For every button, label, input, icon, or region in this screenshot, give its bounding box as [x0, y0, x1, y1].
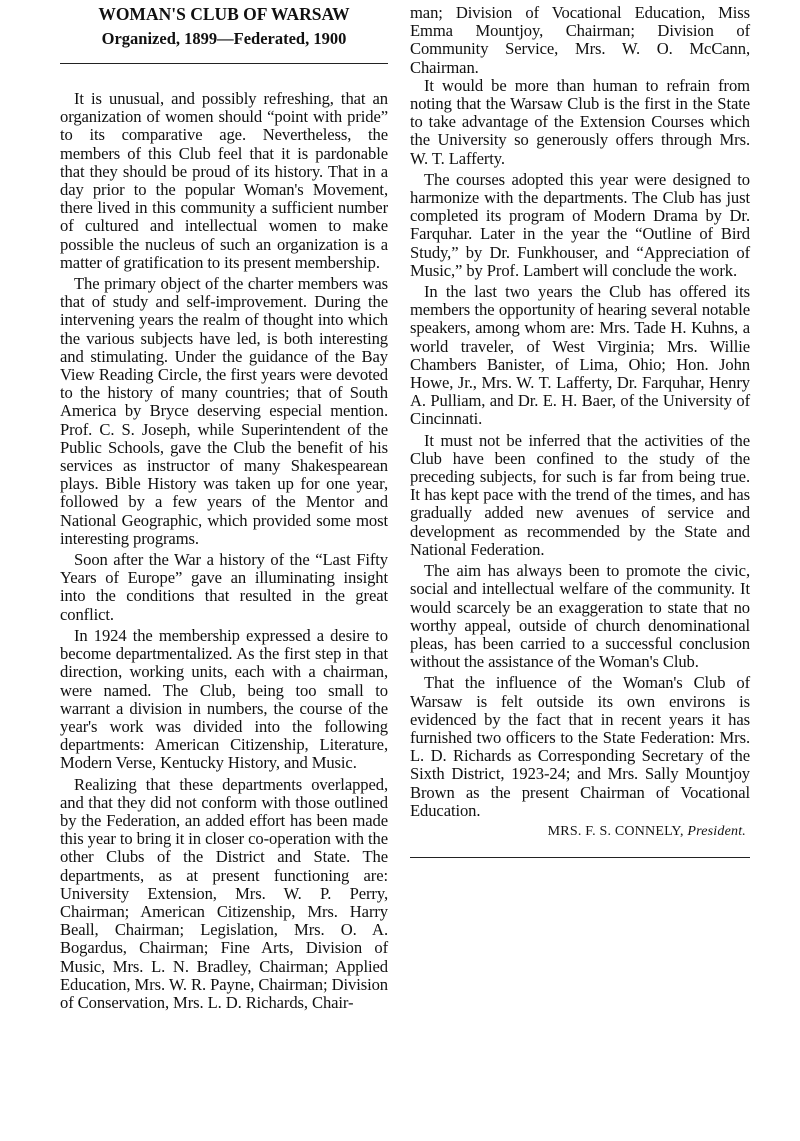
title-rule	[60, 63, 388, 64]
paragraph: It would be more than human to refrain from noting that the Warsaw Club is the first in the State to take advantage of the Extension Courses which the University so generously offers through Mrs. W. T. Lafferty.	[410, 75, 750, 168]
paragraph: It must not be inferred that the activities of the Club have been confined to the study of the preceding subjects, for such is far from being true. It has kept pace with the trend of the times, and has gradually added new avenues of service and development as recommended by the State and National Federation.	[410, 430, 750, 559]
paragraph-continuation: man; Division of Vocational Education, Miss Emma Mountjoy, Chairman; Division of Community Service, Mrs. W. O. McCann, Chairman.	[410, 3, 750, 77]
paragraph: In 1924 the membership expressed a desire to become departmentalized. As the first step in that direction, working units, each with a chairman, were named. The Club, being too small to warrant a division in numbers, the course of the year's work was divided into the following departments: American Citizenship, Literature, Modern Verse, Kentucky History, and Music.	[60, 625, 388, 773]
paragraph: Realizing that these departments overlapped, and that they did not conform with those outlined by the Federation, an added effort has been made this year to bring it in closer co-operation with the other Clubs of the District and State. The departments, as at present functioning are: University Extension, Mrs. W. P. Perry, Chairman; American Citizenship, Mrs. Harry Beall, Chairman; Legislation, Mrs. O. A. Bogardus, Chairman; Fine Arts, Division of Music, Mrs. L. N. Bradley, Chairman; Applied Education, Mrs. W. R. Payne, Chairman; Division of Conservation, Mrs. L. D. Richards, Chair-	[60, 774, 388, 1012]
paragraph: It is unusual, and possibly refreshing, that an organization of women should “point with pride” to its comparative age. Nevertheless, the members of this Club feel that it is pardonable that they should be proud of its history. That in a day prior to the popular Woman's Movement, there lived in this community a sufficient number of cultured and intellectual women to make possible the nucleus of such an organization is a matter of gratification to its present membership.	[60, 89, 388, 272]
paragraph: Soon after the War a history of the “Last Fifty Years of Europe” gave an illuminating insight into the conditions that resulted in the great conflict.	[60, 550, 388, 624]
article-subtitle: Organized, 1899—Federated, 1900	[101, 29, 347, 48]
paragraph: That the influence of the Woman's Club of Warsaw is felt outside its own environs is evidenced by the fact that in recent years it has furnished two officers to the State Federation: Mrs. L. D. Richards as Corresponding Secretary of the Sixth District, 1923-24; and Mrs. Sally Mountjoy Brown as the present Chairman of Vocational Education.	[410, 673, 750, 820]
signature	[410, 823, 746, 841]
paragraph: The primary object of the charter members was that of study and self-improvement. During the intervening years the realm of thought into which the various subjects have led, is both interesting and stimulating. Under the guidance of the Bay View Reading Circle, the first years were devoted to the history of many countries; that of South America by Bryce deserving especial mention. Prof. C. S. Joseph, while Superintendent of the Public Schools, gave the Club the benefit of his services as instructor of many Shakespearean plays. Bible History was taken up for one year, followed by a few years of the Mentor and National Geographic, which provided some most interesting programs.	[60, 274, 388, 548]
signature-name: MRS. F. S. CONNELY,	[547, 823, 684, 839]
signature-title: President.	[687, 823, 746, 839]
end-rule	[410, 857, 750, 858]
paragraph: In the last two years the Club has offered its members the opportunity of hearing several notable speakers, among whom are: Mrs. Tade H. Kuhns, a world traveler, of West Virginia; Mrs. Willie Chambers Banister, of Lima, Ohio; Hon. John Howe, Jr., Mrs. W. T. Lafferty, Dr. Farquhar, Henry A. Pulliam, and Dr. E. H. Baer, of the University of Cincinnati.	[410, 282, 750, 429]
paragraph: The courses adopted this year were designed to harmonize with the departments. The Club has just completed its program of Modern Drama by Dr. Farquhar. Later in the year the “Outline of Bird Study,” by Dr. Funkhouser, and “Appreciation of Music,” by Prof. Lambert will conclude the work.	[410, 169, 750, 280]
left-column	[60, 4, 388, 1012]
paragraph: The aim has always been to promote the civic, social and intellectual welfare of the community. It would scarcely be an exaggeration to state that no worthy appeal, outside of church denominational pleas, has been carried to a successful conclusion without the assistance of the Woman's Club.	[410, 561, 750, 672]
right-column	[410, 4, 750, 858]
article-title: WOMAN'S CLUB OF WARSAW	[98, 4, 350, 24]
